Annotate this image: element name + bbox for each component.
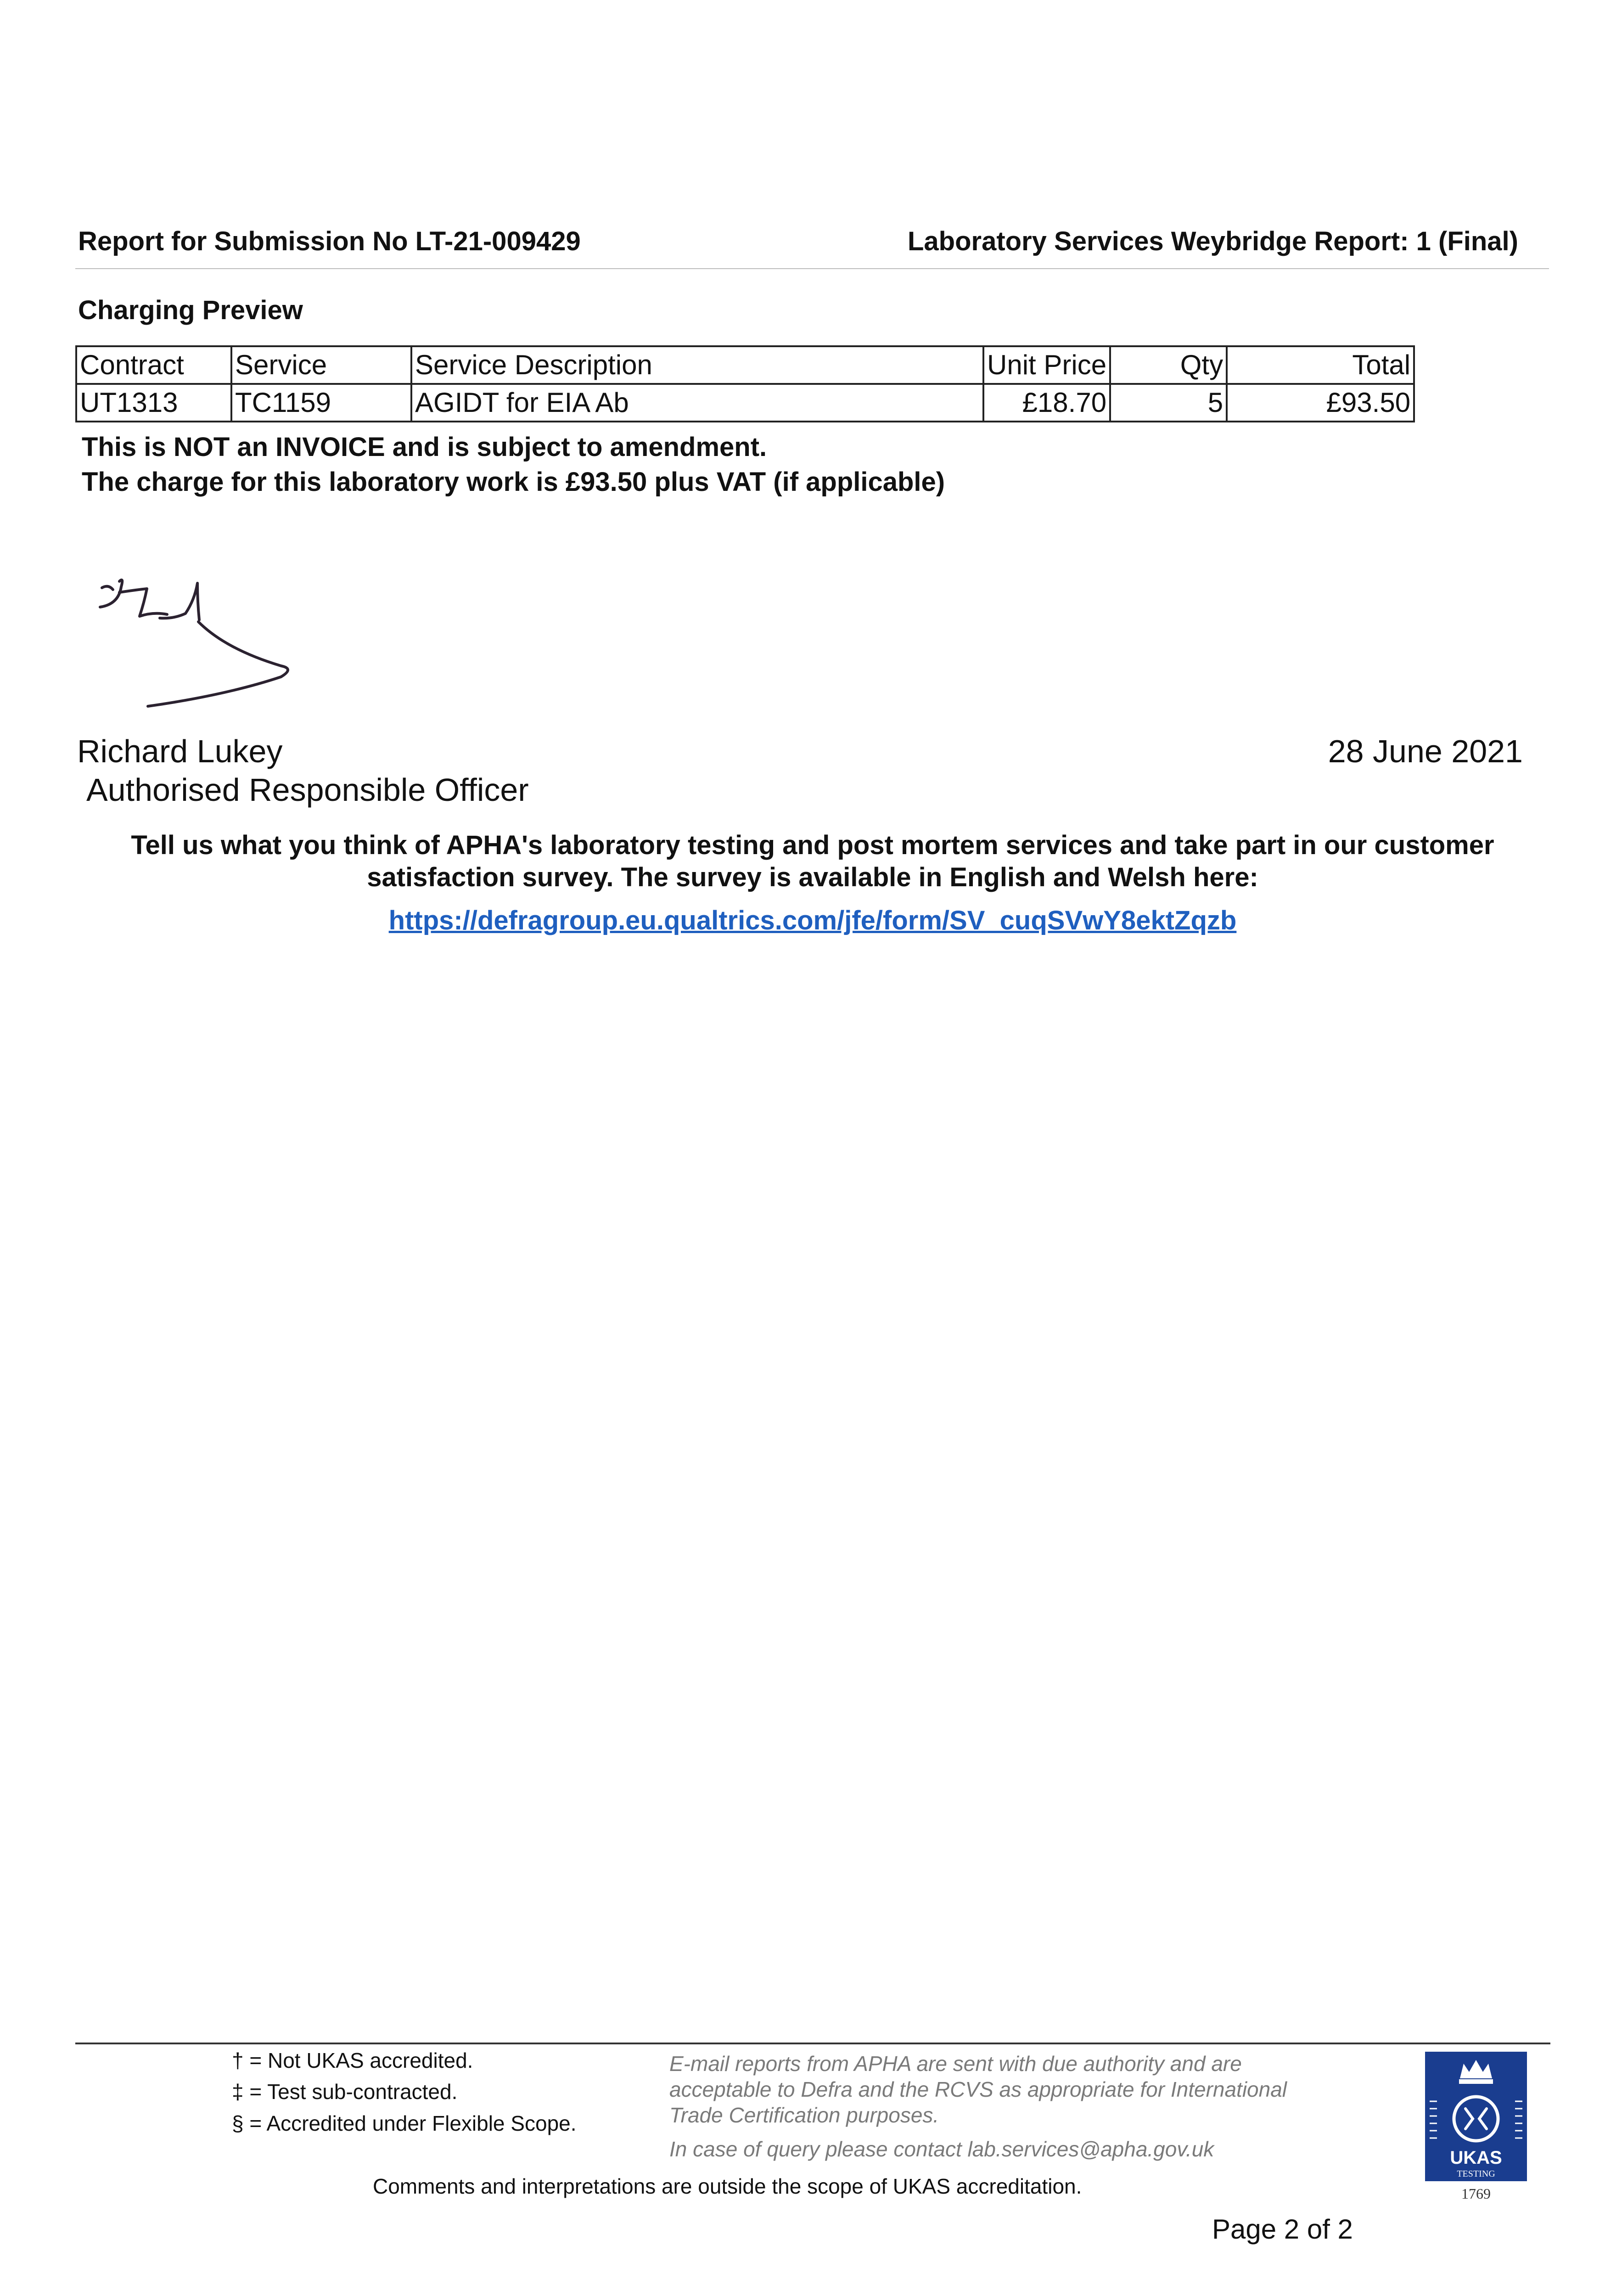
charging-table [75,345,1415,422]
cell-service: TC1159 [231,384,411,422]
col-unit-price: Unit Price [983,346,1110,384]
col-service: Service [231,346,411,384]
email-authority-note: E-mail reports from APHA are sent with due authority and are acceptable to Defra and the RCVS as appropriate for International Trade Certification purposes. [669,2052,1287,2127]
handwritten-signature [92,574,340,735]
ukas-scope-note: Comments and interpretations are outside the scope of UKAS accreditation. [373,2174,1082,2198]
report-date: 28 June 2021 [1328,733,1523,769]
report-submission-title: Report for Submission No LT-21-009429 [78,226,581,256]
col-service-description: Service Description [411,346,983,384]
page-number: Page 2 of 2 [1212,2214,1353,2245]
charge-statement: The charge for this laboratory work is £93.50 plus VAT (if applicable) [82,467,945,497]
header-divider [75,268,1549,269]
charging-preview-heading: Charging Preview [78,295,303,325]
ukas-logo [1423,2050,1529,2206]
legend-not-ukas: † = Not UKAS accredited. [232,2048,473,2072]
cell-qty: 5 [1110,384,1227,422]
not-invoice-notice: This is NOT an INVOICE and is subject to amendment. [82,432,767,462]
col-qty: Qty [1110,346,1227,384]
survey-text-line1: Tell us what you think of APHA's laboratory testing and post mortem services and take part in our customer [131,830,1494,860]
cell-unit-price: £18.70 [983,384,1110,422]
ukas-logo-number: 1769 [1461,2185,1491,2202]
query-contact-note: In case of query please contact lab.services@apha.gov.uk [669,2137,1214,2161]
table-header-row [76,346,1414,384]
col-total: Total [1227,346,1414,384]
col-contract: Contract [76,346,231,384]
cell-contract: UT1313 [76,384,231,422]
legend-flexible-scope: § = Accredited under Flexible Scope. [232,2111,577,2135]
report-lab-title: Laboratory Services Weybridge Report: 1 (Final) [907,226,1518,256]
survey-link[interactable]: https://defragroup.eu.qualtrics.com/jfe/form/SV_cuqSVwY8ektZqzb [388,906,1237,935]
signatory-role: Authorised Responsible Officer [86,772,529,808]
survey-text-line2: satisfaction survey. The survey is available in English and Welsh here: [367,862,1258,892]
table-row [76,384,1414,422]
signatory-name: Richard Lukey [77,733,283,769]
footer-divider [75,2043,1550,2044]
ukas-logo-subtext: TESTING [1457,2169,1495,2179]
cell-total: £93.50 [1227,384,1414,422]
cell-service-description: AGIDT for EIA Ab [411,384,983,422]
ukas-logo-text: UKAS [1450,2148,1502,2168]
legend-subcontracted: ‡ = Test sub-contracted. [232,2080,458,2104]
